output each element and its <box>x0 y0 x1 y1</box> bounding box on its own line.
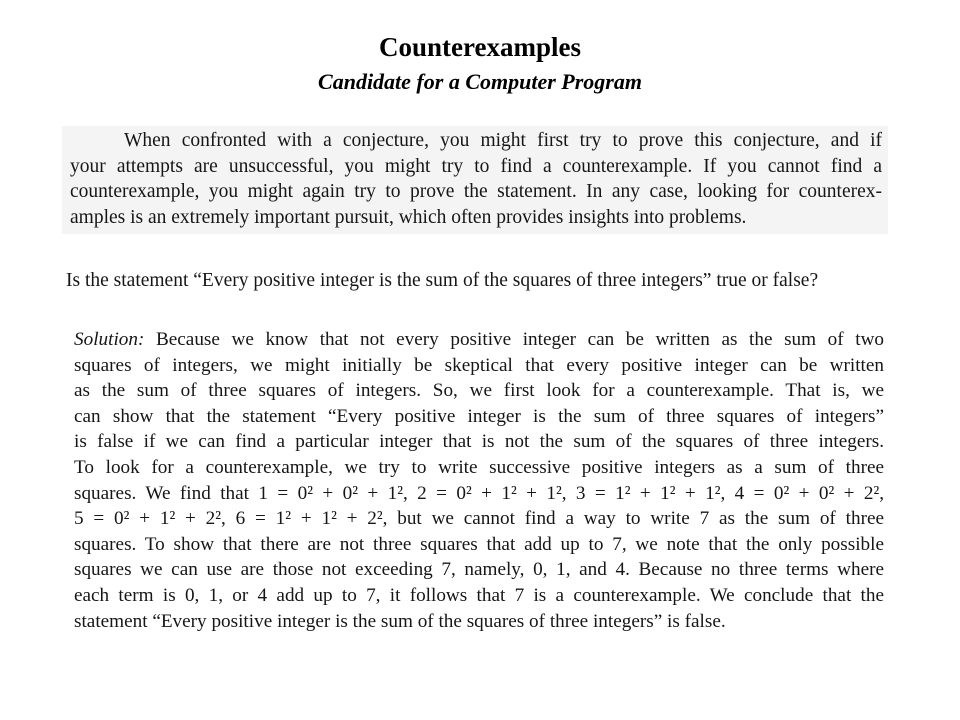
intro-line: amples is an extremely important pursuit, which often provides insights into problems. <box>70 206 747 228</box>
question-text: Is the statement “Every positive integer is the sum of the squares of three integers” true or false? <box>66 270 819 291</box>
solution-line: can show that the statement “Every positive integer is the sum of three squares of integers” <box>74 405 884 427</box>
solution-line: To look for a counterexample, we try to write successive positive integers as a sum of three <box>74 456 884 478</box>
solution-line: statement “Every positive integer is the sum of the squares of three integers” is false. <box>74 610 726 632</box>
solution-line-text: Because we know that not every positive integer can be written as the sum of two <box>155 329 885 350</box>
page-subtitle: Candidate for a Computer Program <box>318 69 642 94</box>
solution-line: squares we can use are those not exceeding 7, namely, 0, 1, and 4. Because no three terms where <box>74 559 884 581</box>
solution-line: each term is 0, 1, or 4 add up to 7, it follows that 7 is a counterexample. We conclude that the <box>74 584 884 606</box>
solution-paragraph <box>74 327 884 634</box>
solution-line: squares. We find that 1 = 0² + 0² + 1², 2 = 0² + 1² + 1², 3 = 1² + 1² + 1², 4 = 0² + 0² + 2², <box>74 482 884 504</box>
solution-line: as the sum of three squares of integers. So, we first look for a counterexample. That is, we <box>74 380 884 402</box>
solution-line: squares. To show that there are not three squares that add up to 7, we note that the only possible <box>74 533 884 555</box>
solution-line: is false if we can find a particular integer that is not the sum of the squares of three integers. <box>74 431 884 453</box>
solution-label: Solution: <box>74 329 145 350</box>
intro-line: your attempts are unsuccessful, you might try to find a counterexample. If you cannot find a <box>70 155 882 177</box>
intro-line: counterexample, you might again try to prove the statement. In any case, looking for counterex- <box>70 181 882 202</box>
solution-line <box>74 327 884 353</box>
intro-paragraph <box>70 128 882 230</box>
solution-line: squares of integers, we might initially be skeptical that every positive integer can be written <box>74 354 884 376</box>
solution-line: 5 = 0² + 1² + 2², 6 = 1² + 1² + 2², but we cannot find a way to write 7 as the sum of three <box>74 508 884 530</box>
page-title: Counterexamples <box>379 32 581 62</box>
intro-line: When confronted with a conjecture, you might first try to prove this conjecture, and if <box>124 130 882 151</box>
